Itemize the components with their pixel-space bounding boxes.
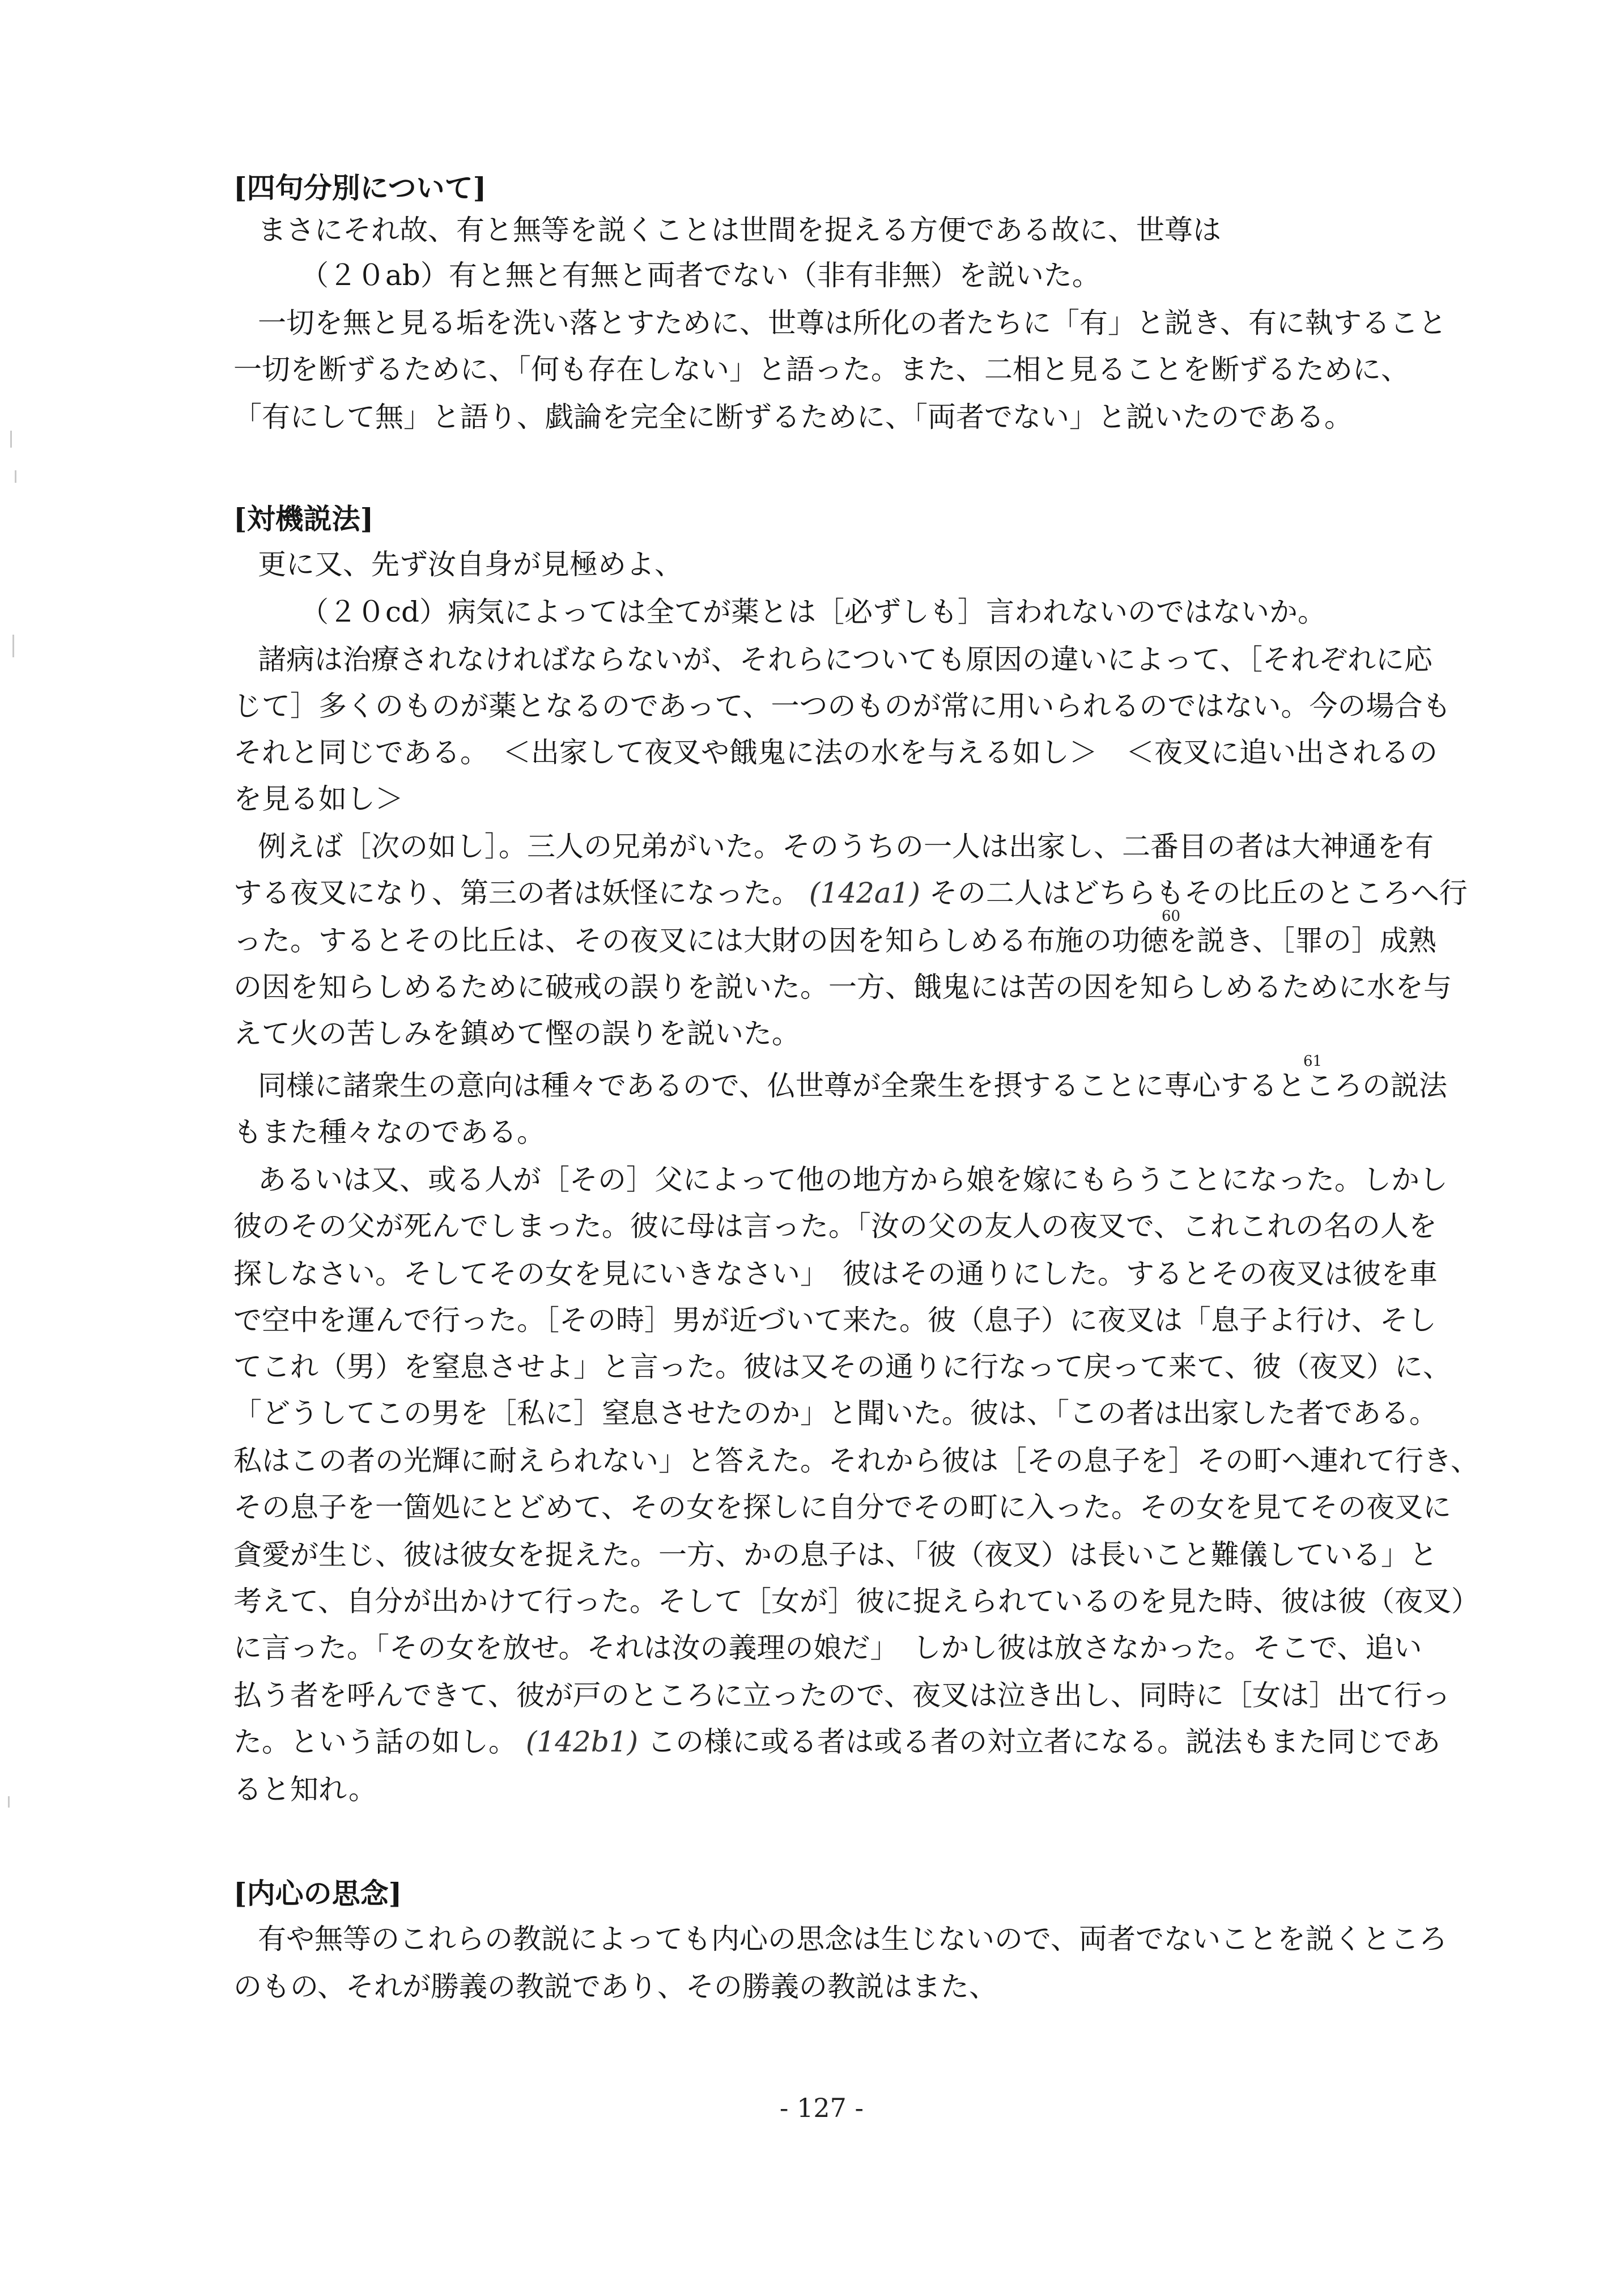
scan-edge-mark [10,431,12,448]
paragraph-line: 一切を断ずるために、「何も存在しない」と語った。また、二相と見ることを断ずるために、 [233,353,1409,386]
paragraph-line: に言った。「その女を放せ。それは汝の義理の娘だ」 しかし彼は放さなかった。そこで、追い [233,1631,1422,1664]
paragraph-line: もまた種々なのである。 [233,1116,545,1149]
paragraph-line: を見る如し＞ [233,783,403,815]
paragraph-line: 彼のその父が死んでしまった。彼に母は言った。「汝の父の友人の夜叉で、これこれの名の人を [233,1210,1437,1243]
paragraph-line: で空中を運んで行った。［その時］男が近づいて来た。彼（息子）に夜叉は「息子よ行け、そし [233,1304,1436,1337]
paragraph-line: 「有にして無」と語り、戯論を完全に断ずるために、「両者でない」と説いたのである。 [233,401,1353,433]
paragraph-line: 探しなさい。そしてその女を見にいきなさい」 彼はその通りにした。するとその夜叉は彼を車 [233,1257,1438,1290]
folio-reference-142b1: (142b1) [525,1725,639,1758]
paragraph-line: それと同じである。 ＜出家して夜叉や餓鬼に法の水を与える如し＞ ＜夜叉に追い出されるの [233,736,1438,769]
scan-edge-mark [8,1796,10,1808]
paragraph-line-with-ref [233,873,1468,913]
section-heading-taiki-seppo: [対機説法] [233,502,374,535]
paragraph-line: じて］多くのものが薬となるのであって、一つのものが常に用いられるのではない。今の場合も [233,690,1451,722]
paragraph-line: った。するとその比丘は、その夜叉には大財の因を知らしめる布施の功徳を説き、［罪の］成熟 [233,924,1436,957]
paragraph-line: 「どうしてこの男を［私に］窒息させたのか」と聞いた。彼は、「この者は出家した者である。 [233,1397,1438,1430]
verse-20ab: （２０ab）有と無と有無と両者でない（非有非無）を説いた。 [300,259,1100,292]
folio-reference-142a1: (142a1) [809,877,920,909]
paragraph-line: ると知れ。 [233,1773,377,1806]
section-heading-naishin-shinen: [内心の思念] [233,1877,402,1910]
scan-edge-mark [12,635,14,657]
paragraph-line: あるいは又、或る人が［その］父によって他の地方から娘を嫁にもらうことになった。しかし [258,1163,1448,1196]
paragraph-line: のもの、それが勝義の教説であり、その勝義の教説はまた、 [233,1970,997,2003]
paragraph-text: この様に或る者は或る者の対立者になる。説法もまた同じであ [647,1725,1441,1758]
paragraph-line: てこれ（男）を窒息させよ」と言った。彼は又その通りに行なって戻って来て、彼（夜叉）に、 [233,1350,1451,1383]
paragraph-line: 貪愛が生じ、彼は彼女を捉えた。一方、かの息子は、「彼（夜叉）は長いこと難儀している」と [233,1538,1438,1571]
paragraph-text: する夜叉になり、第三の者は妖怪になった。 [233,877,800,909]
paragraph-line: 諸病は治療されなければならないが、それらについても原因の違いによって、［それぞれに応 [258,643,1432,676]
paragraph-line: まさにそれ故、有と無等を説くことは世間を捉える方便である故に、世尊は [258,214,1221,246]
footnote-marker-61: 61 [1303,1053,1323,1070]
paragraph-line: 払う者を呼んできて、彼が戸のところに立ったので、夜叉は泣き出し、同時に［女は］出て行っ [233,1679,1451,1712]
paragraph-line: 同様に諸衆生の意向は種々であるので、仏世尊が全衆生を摂することに専心するところの説法 [258,1069,1447,1102]
paragraph-line: 考えて、自分が出かけて行った。そして［女が］彼に捉えられているのを見た時、彼は彼（夜叉） [233,1585,1480,1618]
page-number: - 127 - [779,2093,864,2123]
paragraph-line: 有や無等のこれらの教説によっても内心の思念は生じないので、両者でないことを説くところ [258,1923,1447,1955]
paragraph-line: その息子を一箇処にとどめて、その女を探しに自分でその町に入った。その女を見てその夜叉に [233,1491,1451,1524]
paragraph-line: の因を知らしめるために破戒の誤りを説いた。一方、餓鬼には苦の因を知らしめるために水を与 [233,971,1452,1004]
paragraph-text: その二人はどちらもその比丘のところへ行 [929,877,1468,909]
paragraph-text: た。という話の如し。 [233,1725,517,1758]
paragraph-line: 一切を無と見る垢を洗い落とすために、世尊は所化の者たちに「有」と説き、有に執すること [258,307,1447,339]
paragraph-line: 例えば［次の如し］。三人の兄弟がいた。そのうちの一人は出家し、二番目の者は大神通を有 [258,830,1434,863]
section-heading-shiku-funbetsu: [四句分別について] [233,171,487,205]
paragraph-line: 更に又、先ず汝自身が見極めよ、 [258,548,683,581]
verse-20cd: （２０cd）病気によっては全てが薬とは［必ずしも］言われないのではないか。 [300,596,1327,628]
scan-edge-mark [15,470,16,483]
footnote-marker-60: 60 [1162,908,1181,925]
paragraph-line: えて火の苦しみを鎮めて慳の誤りを説いた。 [233,1017,800,1050]
paragraph-line: 私はこの者の光輝に耐えられない」と答えた。それから彼は［その息子を］その町へ連れて行き、 [233,1444,1479,1477]
paragraph-line-with-ref [233,1721,1440,1762]
